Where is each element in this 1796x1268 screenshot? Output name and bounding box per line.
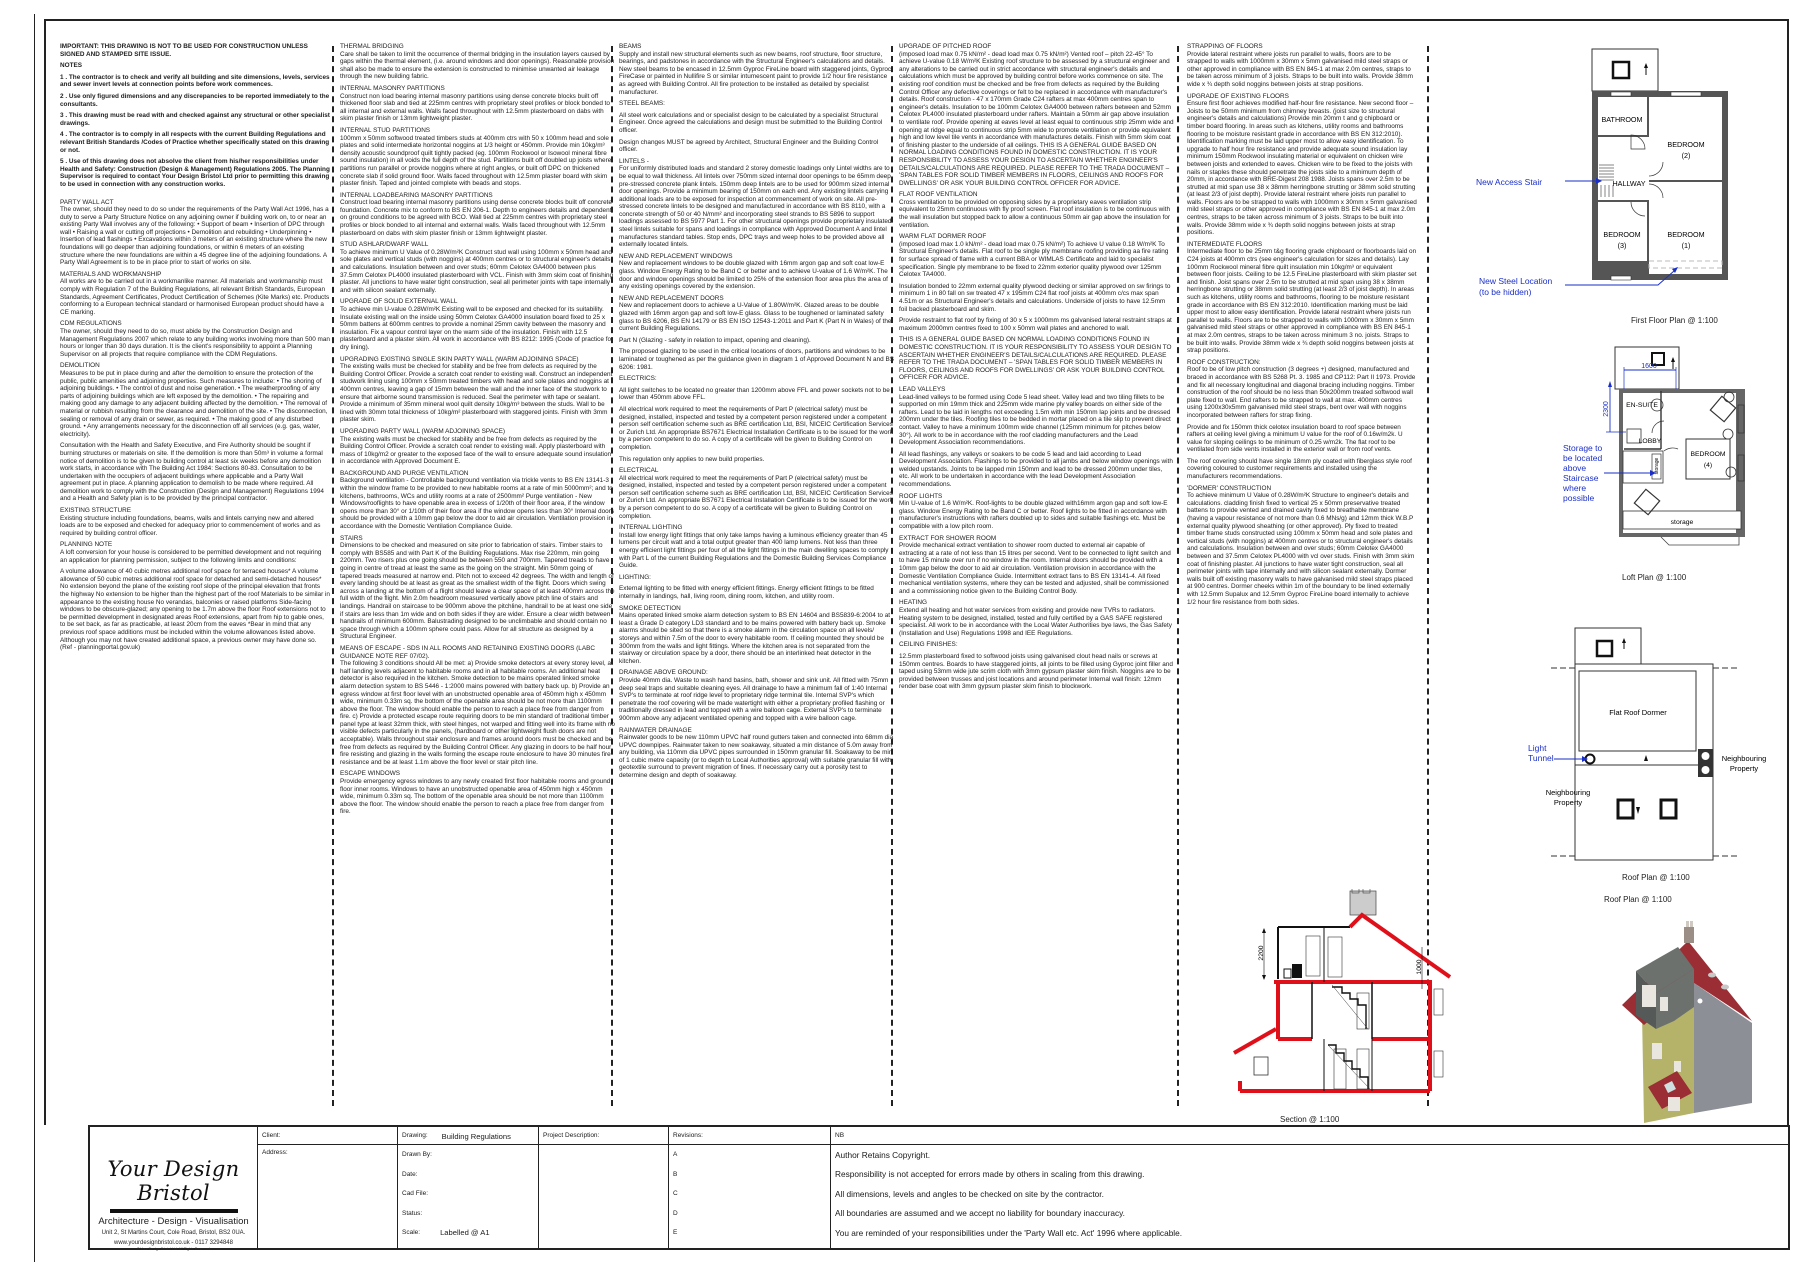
spec-section-heading: SMOKE DETECTION [619,604,681,612]
spec-section-body: New and replacement doors to achieve a U-Value of 1.80W/m²K. Glazed areas to be double glazed with 16mm argon gap and soft low-E glass. Glass to be toughened or laminated safety glass to BS 6206, BS EN 14179 or BS EN ISO 12543-1:2011 and Part K (Part N in Wales) of the current Building Regulations. [619,302,892,333]
spec-section [1187,43,1417,89]
spec-section-heading: RAINWATER DRAINAGE [619,726,692,734]
spec-section [340,192,615,238]
spec-section [619,43,894,96]
spec-section-body: All steel work calculations and or specialist design to be calculated by a specialist Structural Engineer. Once agreed the calculations and design must be submitted to the Building Control officer. [619,111,883,134]
svg-text:BATHROOM: BATHROOM [1601,115,1643,124]
revisions-label: Revisions: [673,1132,703,1139]
revision-row: A [673,1151,678,1159]
spec-section [899,386,1174,447]
spec-section-body: For uniformly distributed loads and standard 2 storey domestic loadings only Lintel widths are to be equal to wall thickness. All lintels over 750mm sized internal door openings to be 65mm deep pre-stressed concrete plank lintels. 150mm deep lintels are to be used for 900mm sized internal door openings. Provide a minimum bearing of 150mm on each end. Any existing lintels carrying additional loads are to be exposed for inspection at commencement of work on site. All pre-stressed concrete lintels to be designed and manufactured in accordance with BS 8110, with a concrete strength of 50 or 40 N/mm² and incorporating steel strands to BS 5896 to support loadings assessed to BS 5977 Part 1. For other structural openings provide proprietary insulated steel lintels suitable for spans and loadings in compliance with Approved Document A and lintel manufactures standard tables. Stop ends, DPC trays and weep holes to be provided above all externally located lintels. [619,165,892,249]
spec-section-body: A volume allowance of 40 cubic metres additional roof space for terraced houses* A volume allowance of 50 cubic metres additional roof space for detached and semi-detached houses* No extension beyond the plane of the existing roof slope of the principal elevation that fronts the highway No extension to be higher than the highest part of the roof Materials to be similar in appearance to the existing house No verandas, balconies or raised platforms Side-facing windows to be obscure-glazed; any opening to be 1.7m above the floor Roof extensions not to be permitted development in designated areas Roof extensions, apart from hip to gable ones, to be set back, as far as practicable, at least 20cm from the eaves *Bear in mind that any previous roof space additions must be included within the volume allowances listed above. Although you may not have created additional space, a previous owner may have done so. (Ref - planningportal.gov.uk) [60,568,330,652]
spec-section [899,599,1174,637]
nb-item: All boundaries are assumed and we accept no liability for boundary inaccuracy. [835,1208,1125,1219]
spec-section-body: Consultation with the Health and Safety Executive, and Fire Authority should be sought if burning structures or materials on site. If the demolition is more than 50m³ in volume a formal notice of demolition is to be given to building control at least six weeks before any demolition work starts, in accordance with The Building Act 1984: Sections 80-83. Consultation to be undertaken with the occupiers of adjacent buildings where applicable and a Party Wall agreement put in place. A planning application to demolish to be made where required. All demolition work to comply with the Construction (Design and Management) Regulations 1994 and a Health and Safety plan is to be provided by the principal contractor. [60,442,324,503]
callout-storage-line-2: be located [1563,453,1603,463]
revision-row: C [673,1190,678,1198]
spec-section-body: Rainwater goods to be new 110mm UPVC half round gutters taken and connected into 68mm dia UPVC downpipes. Rainwater taken to new soakaway, situated a min distance of 5.0m away from any building, via 110mm dia UPVC pipes surrounded in 150mm granular fill. Soakaway to be min of 1 cubic metre capacity (or to depth to Local Authorities approval) with suitable granular fill with geotextile surround to prevent migration of fines. If necessary carry out a porosity test to determine design and depth of soakaway. [619,734,894,780]
client-cell [258,1127,398,1248]
spec-section [1187,359,1417,420]
spec-section-body: Provide mechanical extract ventilation to shower room ducted to external air capable of extracting at a rate of not less than 15 litres per second. Vent to be connected to light switch and to have 15 minute over run if no window in the room. Internal doors should be provided with a 10mm gap below the door to aid air circulation. Ventilation provision in accordance with the Domestic Ventilation Compliance Guide. Intermittent extract fans to BS EN 13141-4. All fixed mechanical ventilation systems, where they can be tested and adjusted, shall be commissioned and a commissioning notice given to the Building Control Body. [899,542,1171,595]
spec-section-heading: MEANS OF ESCAPE - SDS IN ALL ROOMS AND RETAINING EXISTING DOORS (LABC GUIDANCE NOTE REF 07/02). [340,644,595,660]
company-address: Unit 2, St Martins Court, Cole Road, Bristol, BS2 0UA. [101,1230,246,1236]
spec-section [619,406,894,452]
spec-section [899,653,1174,691]
spec-section-body: Roof to be of low pitch construction (3 degrees +) designed, manufactured and braced in accordance with BS 5268 Pt. 3. 1985 and CP112: Part II 1973. Provide and fix all necessary longitudinal and diagonal bracing including noggins. Timber construction of the roof should be no less than 50x200mm treated softwood wall plate fixed to wall. End rafters to be strapped to wall at max. 400mm centres using 1200x30x5mm galvanised mild steel straps, bent over wall with noggins incorporated between rafters for strap fixing. [1187,366,1416,419]
spec-section [60,568,330,652]
spec-section-body: The owner, should they need to do so, must abide by the Construction Design and Management Regulations 2007 which relate to any building works involving more than 500 man hours or longer than 30 days duration. It is the client's responsibility to appoint a Planning Supervisor on all projects that require compliance with the CDM Regulations. [60,328,330,358]
spec-section [340,127,615,188]
spec-section [619,727,894,780]
spec-section-body: Supply and install new structural elements such as new beams, roof structure, floor structure, bearings, and padstones in accordance with the Structural Engineer's calculations and details. New steel beams to be encased in 12.5mm Gyproc FireLine board with staggered joints, Gyproc FireCase or painted in Nullifire S or similar intumescent paint to provide 1/2 hour fire resistance as agreed with Building Control. All fire protection to be installed as detailed by specialist manufacturer. [619,50,892,96]
spec-section-body: Construct load bearing internal masonry partitions using dense concrete blocks built off concrete foundation. Concrete mix to conform to BS EN 206-1. Depth to engineers details and dependent on ground conditions to be agreed with BCO. Wall tied at 225mm centres with proprietary steel profiles or block bonded to all internal and external walls. Walls faced throughout with 12.5mm plasterboard on dabs with skim plaster finish or 13mm lightweight plaster. [340,199,612,237]
spec-section-heading: THERMAL BRIDGING [340,43,404,50]
svg-text:(4): (4) [1703,462,1713,469]
spec-section [340,241,615,294]
spec-section [619,375,894,383]
spec-section-heading: ELECTRICAL [619,467,659,475]
spec-section-body: Intermediate floor to be 25mm t&g flooring grade chipboard or floorboards laid on C24 joists at 400mm ctrs (see engineer's calculation for sizes and details). Lay 100mm Rockwool mineral fibre quilt insulation min 10kg/m³ or equivalent between floor joists. Ceiling to be 12.5 FireLine plasterboard with skim plaster set and finish. Joist spans over 2.5m to be strutted at mid span using 38 x 38mm herringbone strutting or 38mm solid strutting (at least 2/3 of joist depth). In areas such as kitchens, utility rooms and bathrooms, flooring to be moisture resistant grade in accordance with BS EN 312:2010. Identification marking must be laid upper most to allow easy identification. Provide lateral restraint where joists run parallel to walls. Floors are to be strapped to walls with 1000mm x 30mm x 5mm galvanised mild steel straps or other approved in compliance with BS EN 845-1 at max 2.0m centres, straps to be taken across minimum 3 no. joists. Straps to be built into walls. Provide 38mm wide x ¾ depth solid noggins between joists at strap positions. [1187,248,1417,355]
svg-text:BEDROOM: BEDROOM [1667,230,1705,239]
field-cad-file: Cad File: [402,1190,429,1198]
spec-section-heading: NEW AND REPLACEMENT DOORS [619,294,724,302]
column-divider [891,46,893,1106]
spec-section-body: The proposed glazing to be used in the critical locations of doors, partitions and windows to be laminated or toughened as per the guidance given in diagram 1 of Approved Document N and BS 6206: 1981. [619,348,894,371]
spec-section [619,295,894,333]
spec-section-body: Part N (Glazing - safety in relation to impact, opening and cleaning). [619,336,811,344]
revisions-cell [669,1127,831,1248]
spec-section-heading: INTERMEDIATE FLOORS [1187,240,1263,248]
left-margin-rule [34,14,35,1262]
spec-section-body: Provide 40mm dia. Waste to wash hand basins, bath, shower and sink unit. All fitted with 75mm deep seal traps and suitable cleaning eyes. All drainage to have a minimum fall of 1:40 Internal SVP's to terminate at roof ridge level to proprietary ridge terminal tile. Internal SVP's which penetrate the roof covering will be made watertight with either a proprietary profiled flashing or traditionally dressed in lead and topped with a wire balloon cage. External SVP's to terminate 900mm above any adjacent ventilated opening and topped with a wire balloon cage. [619,676,889,722]
spec-section [899,283,1174,313]
spec-section [340,770,615,816]
field-scale: Scale: Labelled @ A1 [402,1228,490,1238]
spec-section [60,320,330,358]
spec-section-heading: PLANNING NOTE [60,541,113,549]
spec-section-heading: HEATING [899,599,927,607]
spec-section-body: Provide restraint to flat roof by fixing of 30 x 5 x 1000mm ms galvanised lateral restraint straps at maximum 2000mm centres fixed to 100 x 50mm wall plates and anchored to wall. [899,317,1172,332]
project-description-label: Project Description: [543,1132,600,1139]
address-label: Address: [262,1149,288,1156]
company-logo [90,1127,258,1251]
revision-row: B [673,1170,678,1178]
callout-tunnel: Tunnel [1528,753,1554,763]
spec-section-heading: BEAMS [619,43,642,50]
spec-section-body: Measures to be put in place during and after the demolition to ensure the protection of the public, public amenities and adjoining properties. Such measures to include: • The shoring of adjoining buildings. • The control of dust and noise generation. • The weatherproofing of any parts of adjoining buildings which are left exposed by the demolition. • The repairing and making good any damage to any adjacent building affected by the demolition. • The removal of material or rubbish resulting from the clearance and demolition of the site. • The disconnection, sealing or removal of any drain or sewer, as required. • The making good of any disturbed ground. • Any arrangements necessary for the disconnection off all services (e.g. gas, water, electricity). [60,369,328,438]
spec-section [899,451,1174,489]
spec-section [619,387,894,402]
revision-row: D [673,1209,678,1217]
svg-text:storage: storage [1654,457,1660,475]
callout-storage-line-3: above [1563,463,1587,473]
spec-section-heading: DEMOLITION [60,362,100,370]
revision-row: E [673,1229,678,1237]
spec-section [60,507,330,537]
spec-section-heading: ROOF LIGHTS [899,492,943,500]
spec-section [619,139,894,154]
spec-section-body: Provide emergency egress windows to any newly created first floor habitable rooms and ground floor inner rooms. Windows to have an unobstructed openable area of 450mm high x 450mm wide, minimum 0.33m sq. The bottom of the openable area should be not more than 1100mm above the floor. The window should enable the person to reach a place free from danger from fire. [340,778,611,816]
column-divider [611,46,613,1106]
company-contact: www.yourdesignbristol.co.uk - 0117 3294848 [114,1240,233,1246]
section-caption: Section @ 1:100 [1280,1115,1340,1124]
svg-text:Property: Property [1729,764,1759,773]
svg-text:2300: 2300 [1603,401,1610,417]
svg-text:EN-SUITE: EN-SUITE [1626,402,1658,409]
svg-text:Neighbouring: Neighbouring [1545,788,1591,797]
column-divider [332,46,334,1106]
spec-section-body: Lead-lined valleys to be formed using Code 5 lead sheet. Valley lead and two tiling fillets to be supported on min 19mm thick and 225mm wide marine ply valley boards on either side of the rafters. Lead to be laid in lengths not exceeding 1.5m with min 150mm lap joints and be dressed 200mm under the tiles. Roofing tiles to be bedded in mortar placed on a tile slip to prevent direct contact. Valley to have a minimum 100mm wide channel (125mm minimum for pitches below 30°). All work to be in accordance with the roof cladding manufacturers and the Lead Development Association recommendations. [899,393,1171,447]
spec-section-heading: UPGRADE OF PITCHED ROOF [899,43,992,50]
spec-section-body: 12.5mm plasterboard fixed to softwood joists using galvanised clout head nails or screws at 150mm centres. Boards to have staggered joints, all joints to be filled using Gyproc joint filler and taped using 53mm wide jute scrim cloth with 3mm gypsum plaster skim finish. Noggins are to be provided between trusses and joist locations and around perimeter Internal wall finish: 12mm render base coat with 3mm gypsum plaster skim finish to blockwork. [899,652,1173,691]
spec-section-body: Existing structure including foundations, beams, walls and lintels carrying new and altered loads are to be exposed and checked for adequacy prior to commencement of works and as required by building control officer. [60,514,321,537]
spec-section-heading: ESCAPE WINDOWS [340,770,401,778]
title-block [88,1125,1790,1250]
spec-section [1187,93,1417,237]
spec-section [340,356,615,424]
spec-section [899,191,1174,229]
spec-section [60,442,330,503]
spec-section-heading: MATERIALS AND WORKMANSHIP [60,270,162,278]
important-notice: IMPORTANT: THIS DRAWING IS NOT TO BE USED FOR CONSTRUCTION UNLESS SIGNED AND STAMPED SITE ISSUE. [60,43,308,58]
spec-section-body: Construct non load bearing internal masonry partitions using dense concrete blocks built off thickened floor slab and tied at 225mm centres with proprietary steel profiles or block bonded to all internal and external walls. Walls faced throughout with 12.5mm plasterboard on dabs with skim plaster finish or 13mm lightweight plaster. [340,92,610,123]
spec-section-heading: STEEL BEAMS: [619,100,665,108]
field-date: Date: [402,1170,418,1178]
spec-section-heading: WARM FLAT DORMER ROOF [899,233,987,241]
spec-section [340,43,615,81]
company-tagline: Architecture - Design - Visualisation [98,1216,249,1227]
spec-section-body: A loft conversion for your house is considered to be permitted development and not requiring an application for planning permission, subject to the following limits and conditions: [60,549,322,564]
spec-section-body: Dimensions to be checked and measured on site prior to fabrication of stairs. Timber stairs to comply with BS585 and with Part K of the Building Regulations. Max rise 220mm, min going 220mm. Two risers plus one going should be between 550 and 700mm. Tapered treads to have going in centre of tread at least the same as the going on the straight. Min 50mm going of tapered treads measured at narrow end. Pitch not to exceed 42 degrees. The width and length of every landing should be at least as great as the smallest width of the flight. Doors which swing across a landing at the bottom of a flight should leave a clear space of at least 400mm across the full width of the flight. Min 2.0m headroom measured vertically above pitch line of stairs and landings. Handrail on staircase to be 900mm above the pitchline, handrail to be at least one side if stairs are less than 1m wide and on both sides if they are wider. Ensure a clear width between handrails of minimum 600mm. Balustrading designed to be unclimbable and should contain no space through which a 100mm sphere could pass. Allow for all structure as designed by a Structural Engineer. [340,542,615,641]
spec-section-heading: UPGRADE OF SOLID EXTERNAL WALL [340,298,458,306]
spec-section-heading: CEILING FINISHES: [899,641,958,649]
spec-section [619,669,894,722]
spec-section-body: (imposed load max 0.75 kN/m² - dead load max 0.75 kN/m²) Vented roof – pitch 22-45° To achieve U-value 0.18 W/m²K Existing roof structure to be assessed by a structural engineer and any alterations to be carried out in strict accordance with structural engineer's details and calculations which must be approved by building control before works commence on site. The existing roof condition must be checked and be free from defects as required by the Building Control Officer any defective coverings or felt to be replaced in accordance with manufacturer's details. Roof construction - 47 x 170mm Grade C24 rafters at max 400mm centres span to engineer's details. Insulation to be 100mm Celotex GA4000 between rafters between and 52mm Celotex PL4000 insulated plasterboard under rafters. Maintain a 50mm air gap above insulation to ventilate roof. Provide opening at eaves level at least equal to continuous strip 25mm wide and opening at ridge equal to continuous strip 5mm wide to promote ventilation or provide equivalent high and low level tile vents in accordance with manufactures details. Finish with 5mm skim coat of finishing plaster to the underside of all ceilings. THIS IS A GENERAL GUIDE BASED ON NORMAL LOADING CONDITIONS FOUND IN DOMESTIC CONSTRUCTION. IT IS YOUR RESPONSIBILITY TO ASSESS YOUR DESIGN TO ASCERTAIN WHETHER ENGINEER'S DETAILS/CALCULATIONS ARE REQUIRED. PLEASE REFER TO THE TRADA DOCUMENT – 'SPAN TABLES FOR SOLID TIMBER MEMBERS IN FLOORS, CEILINGS AND ROOFS FOR DWELLINGS' OR ASK YOUR BUILDING CONTROL OFFICER FOR ADVICE. [899,50,1174,187]
spec-section [899,336,1174,382]
spec-section [619,337,894,345]
svg-text:(1): (1) [1681,241,1691,250]
spec-section-heading: UPGRADING EXISTING SINGLE SKIN PARTY WALL (WARM ADJOINING SPACE) [340,355,579,363]
roof-plan-caption: Roof Plan @ 1:100 [1622,873,1690,882]
spec-section-heading: LEAD VALLEYS [899,385,946,393]
loft-plan [1486,325,1776,625]
svg-text:BEDROOM: BEDROOM [1603,230,1641,239]
spec-section-body: All electrical work required to meet the requirements of Part P (electrical safety) must be designed, installed, inspected and tested by a competent person registered under a competent person self certification scheme such as BRE certification Ltd, BSI, NICEIC Certification Services or Zurich Ltd. An appropriate BS7671 Electrical Installation Certificate is to be issued for the work by a person competent to do so. A copy of a certificate will be given to Building Control on completion. [619,474,893,520]
field-drawn-by: Drawn By: [402,1151,432,1159]
roof-plan-render-caption: Roof Plan @ 1:100 [1604,895,1672,904]
spec-section [60,541,330,564]
spec-section [340,645,615,767]
nb-item: You are reminded of your responsibilities under the 'Party Wall etc. Act' 1996 where applicable. [835,1227,1183,1238]
logo-underline [110,1209,238,1213]
spec-section-body: The existing walls must be checked for stability and be free from defects as required by the Building Control Officer. Provide a scratch coat render to existing wall. Construct an independent studwork lining using 100mm x 50mm treated timbers with head and sole plates and noggins at 400mm centres, leaving a gap of 15mm between the wall and the inner face of the studwork to ensure that airborne sound transmission is reduced. Seal the perimeter with tape or sealant. Provide a minimum of 35mm mineral wool quilt density 10kg/m³ between the studs. Wall to be lined with 30mm total thickness of 10kg/m² plasterboard with staggered joints. Finish with 3mm plaster skim. [340,363,613,424]
spec-section-heading: NEW AND REPLACEMENT WINDOWS [619,252,733,260]
callout-storage-line-6: possible [1563,493,1595,503]
first-floor-plan [1476,31,1776,325]
svg-text:(3): (3) [1617,241,1627,250]
spec-section-heading: STUD ASHLAR/DWARF WALL [340,241,429,249]
company-copyright: © Your Design Bristol Ltd. All Rights Reserved [136,1247,211,1251]
spec-section-body: All light switches to be located no greater than 1200mm above FFL and power sockets not to be lower than 450mm above FFL. [619,386,890,402]
spec-section [899,493,1174,531]
spec-section [619,585,894,600]
drawing-info-cell [398,1127,539,1248]
spec-section [340,298,615,351]
first-floor-plan-caption: First Floor Plan @ 1:100 [1631,316,1718,325]
spec-section [340,85,615,123]
nb-item: All dimensions, levels and angles to be checked on site by the contractor. [835,1188,1104,1199]
spec-section-heading: FLAT ROOF VENTILATION [899,191,978,199]
spec-section-body: Background ventilation - Controllable background ventilation via trickle vents to BS EN 13141-3 within the window frame to be provided to new habitable rooms at a rate of min 5000mm²; and to kitchens, bathrooms, WCs and utility rooms at a rate of 2500mm² Purge ventilation - New Windows/rooflights to have openable area in excess of 1/20th of their floor area, if the window opens more than 30° or 1/10th of their floor area if the window opens less than 30° Internal doors should be provided with a 10mm gap below the door to aid air circulation. Ventilation provision in accordance with the Domestic Ventilation Compliance Guide. [340,477,615,531]
spec-section-heading: INTERNAL LOADBEARING MASONRY PARTITIONS [340,191,493,199]
drawing-label: Drawing: [402,1132,428,1139]
spec-section-heading: PARTY WALL ACT [60,198,114,206]
spec-section-body: The owner, should they need to do so under the requirements of the Party Wall Act 1996, has a duty to serve a Party Structure Notice on any adjoining owner if building work on, to or near an existing Party Wall involves any of the following: • Support of beam • Insertion of DPC through wall • Raising a wall or cutting off projections • Demolition and rebuilding • Underpinning • Insertion of lead flashings • Excavations within 3 meters of an existing structure where the new foundations will go deeper than adjoining foundations, or within 6 meters of an existing structure where the new foundations are within a 45 degree line of the adjoining foundations. A Party Wall Agreement is to be in place prior to start of works on site. [60,206,329,267]
spec-section-heading: EXISTING STRUCTURE [60,507,132,515]
spec-section [60,362,330,438]
column-divider [1177,46,1179,1106]
note-item: 5 . Use of this drawing does not absolve the client from his/her responsibilities under Health and Safety: Construction (Design & Management) Regulations 2005. The Planning Supervisor is required to contact Your Design Bristol Ltd prior to permitting this drawing to be used in connection with any construction works. [60,158,330,188]
spec-section-heading: EXTRACT FOR SHOWER ROOM [899,534,997,542]
spec-section-body: 100mm x 50mm softwood treated timbers studs at 400mm ctrs with 50 x 100mm head and sole plates and solid intermediate horizontal noggins at 1/3 height or 450mm. Provide min 10kg/m³ density acoustic soundproof quilt tightly packed (eg. 100mm Rockwool or Isowool mineral fibre sound insulation) in all voids the full depth of the stud. Partitions built off doubled up joists where partitions run parallel or provide noggins where at right angles, or built off DPC on thickened concrete slab if solid ground floor. Walls faced throughout with 12.5mm plaster board with skim plaster finish. Taped and jointed complete with beads and stops. [340,134,612,188]
nb-item: Author Retains Copyright. [835,1149,931,1160]
svg-text:2200: 2200 [1258,945,1265,961]
nb-label: NB [835,1132,845,1139]
spec-section-body: All electrical work required to meet the requirements of Part P (electrical safety) must be designed, installed, inspected and tested by a competent person registered under a competent person self certification scheme such as BRE certification Ltd, BSI, NICEIC Certification Services or Zurich Ltd. An appropriate BS7671 Electrical Installation Certificate is to be issued for the work by a person competent to do so. A copy of a certificate will be given to Building Control on completion. [619,405,893,451]
spec-section-body: To achieve minimum U Value of 0.28W/m²K Construct stud wall using 100mm x 50mm head and sole plates and vertical studs (with noggins) at 400mm centres or to structural engineer's details and calculations. Insulation between and over studs; 60mm Celotex GA4000 between plus 37.5mm Celotex PL4000 insulated plasterboard with VCL. Finish with 3mm skim coat of finishing plaster. All junctions to have water tight construction, seal all perimeter joints with tape internally and with silicon sealant externally. [340,248,614,294]
spec-section [899,43,1174,187]
spec-section-body: New and replacement windows to be double glazed with 16mm argon gap and soft coat low-E glass. Window Energy Rating to be Band C or better and to achieve U-value of 1.6 W/m²K. The door and window openings should be limited to 25% of the extension floor area plus the area of any existing openings covered by the extension. [619,260,888,291]
spec-section [1187,458,1417,481]
spec-section [619,100,894,108]
spec-section-body: (imposed load max 1.0 kN/m² - dead load max 0.75 kN/m²) To achieve U value 0.18 W/m²K To Structural Engineer's details. Flat roof to be single ply membrane roofing providing aa fire rating for surface spread of flame with a current BBA or WIMLAS Certificate and laid to specialist specification. Single ply membrane to be fixed to 22mm exterior quality plywood over 125mm Celotex TA4000. [899,240,1169,279]
spec-section-body: The existing walls must be checked for stability and be free from defects as required by the Building Control Officer. Provide a scratch coat render to existing wall. Apply plasterboard with mass of 10kg/m2 or greater to the exposed face of the wall to ensure adequate sound insulation in accordance with Approved Document E. [340,435,612,466]
svg-text:Neighbouring: Neighbouring [1721,754,1767,763]
spec-section [340,470,615,531]
spec-section-body: External lighting to be fitted with energy efficient fittings. Energy efficient fittings to be fitted internally in landings, hall, living room, dining room, kitchen, and utility room. [619,585,874,600]
callout-to-be-hidden: (to be hidden) [1479,287,1532,297]
notes-column-3 [619,43,894,1118]
spec-section-body: To achieve minimum U Value of 0.28W/m²K Structure to engineer's details and calculations. cladding finish fixed to vertical 25 x 50mm preservative treated battens to provide vented and drained cavity fixed to breathable membrane (having a vapour resistance of not more than 0.6 MNs/g) and 12mm thick W.B.P external quality plywood sheathing (or other approved). Ply fixed to treated timber frame studs constructed using 100mm x 50mm head and sole plates and vertical studs (with noggins) at 400mm centres or to structural engineer's details and calculations. Insulation between and over studs; 60mm Celotex GA4000 between and 37.5mm Celotex PL4000 with vcl over studs. Finish with 3mm skim coat of finishing plaster. All junctions to have water tight construction, seal all perimeter joints with tape internally and with silicon sealant externally. Dormer walls built off existing masonry walls to have galvanised mild steel straps placed at 900 centres. Dormer cheeks within 1m of the boundary to be lined externally with 12.5mm Supalux and 12.5mm Gyproc FireLine board internally to achieve 1/2 hour fire resistance from both sides. [1187,492,1415,606]
note-item: 2 . Use only figured dimensions and any discrepancies to be reported immediately to the consultants. [60,92,330,108]
callout-new-access-stair: New Access Stair [1476,177,1543,187]
spec-section-body: Design changes MUST be agreed by Architect, Structural Engineer and the Building Control officer. [619,138,879,154]
spec-section-body: Cross ventilation to be provided on opposing sides by a proprietary eaves ventilation strip equivalent to 25mm continuous with fly proof screen. Flat roof insulation is to be continuous with the wall insulation but stopped back to allow a continuous 50mm air gap above the insulation for ventilation. [899,198,1171,229]
spec-section-heading: ELECTRICS: [619,375,657,383]
svg-text:BEDROOM: BEDROOM [1667,140,1705,149]
callout-storage-line-4: Staircase [1563,473,1599,483]
section-drawing [1232,889,1472,1139]
svg-text:1600: 1600 [1641,363,1657,370]
spec-section-heading: LIGHTING: [619,573,651,581]
notes-column-5 [1187,43,1417,943]
svg-text:BEDROOM: BEDROOM [1690,451,1726,458]
notes-column-2 [340,43,615,1118]
spec-section-body: All works are to be carried out in a workmanlike manner. All materials and workmanship must comply with Regulation 7 of the Building Regulations, all relevant British Standards, European Standards, Agreement Certificates, Product Certification of Schemes (Kite Marks) etc. Products conforming to a European technical standard or harmonised European product should have a CE marking. [60,278,330,316]
spec-section [619,348,894,371]
spec-section-body: THIS IS A GENERAL GUIDE BASED ON NORMAL LOADING CONDITIONS FOUND IN DOMESTIC CONSTRUCTION. IT IS YOUR RESPONSIBILITY TO ASSESS YOUR DESIGN TO ASCERTAIN WHETHER ENGINEER'S DETAILS/CALCULATIONS ARE REQUIRED. PLEASE REFER TO THE TRADA DOCUMENT – 'SPAN TABLES FOR SOLID TIMBER MEMBERS IN FLOORS, CEILINGS AND ROOFS FOR DWELLINGS' OR ASK YOUR BUILDING CONTROL OFFICER FOR ADVICE. [899,336,1172,382]
spec-section-body: Extend all heating and hot water services from existing and provide new TVRs to radiators. Heating system to be designed, installed, tested and fully certified by a GAS SAFE registered specialist. All work to be in accordance with the Local Water Authorities bye laws, the Gas Safety (Installation and Use) Regulations 1998 and IEE Regulations. [899,606,1172,637]
spec-section-body: Insulation bonded to 22mm external quality plywood decking or similar approved on sw firings to minimum 1 in 80 fall on sw treated 47 x 195mm C24 flat roof joists at 400mm c/cs max span 4.51m or as Structural Engineer's details and calculations. Underside of joists to have 12.5mm foil backed plasterboard and skim. [899,282,1171,313]
notes-column-4 [899,43,1174,1118]
note-item: 3 . This drawing must be read with and checked against any structural or other specialist drawings. [60,112,330,127]
spec-section [899,535,1174,596]
callout-light: Light [1528,743,1547,753]
spec-section-heading: 'DORMER' CONSTRUCTION [1187,484,1272,492]
spec-section-body: Install low energy light fittings that only take lamps having a luminous efficiency greater than 45 lumens per circuit watt and a total output greater than 400 lamp lumens. Not less than three energy efficient light fittings per four of all the light fittings in the main dwelling spaces to comply with Part L of the current Building Regulations and the Domestic Building Services Compliance Guide. [619,531,889,570]
note-item: 1 . The contractor is to check and verify all building and site dimensions, levels, services and sewer invert levels at connection points before work commences. [60,73,330,89]
isometric-house-render [1582,895,1762,1123]
spec-section-heading: INTERNAL STUD PARTITIONS [340,126,431,134]
spec-section [619,253,894,291]
notes-column-1 [60,43,330,1118]
spec-section-heading: CDM REGULATIONS [60,320,122,328]
svg-text:storage: storage [1670,519,1694,526]
spec-section [340,428,615,466]
company-name: Your Design Bristol [107,1157,240,1205]
callout-storage-line-5: where [1563,483,1587,493]
spec-section-heading: UPGRADING PARTY WALL (WARM ADJOINING SPACE) [340,427,505,435]
spec-section-heading: UPGRADE OF EXISTING FLOORS [1187,92,1289,100]
spec-section [899,641,1174,649]
roof-plan [1486,611,1786,891]
nb-cell [831,1127,1788,1248]
drawing-title: Building Regulations [441,1132,511,1141]
svg-text:1000: 1000 [1416,959,1423,975]
spec-section-body: To achieve min U-value 0.28W/m²K Existing wall to be exposed and checked for its suitability. Insulate existing wall on the inside using 50mm Celotex GA4000 insulation board fixed to 25 x 50mm battens at 600mm centres to provide a nominal 25mm cavity between the masonry and insulation. Fix a vapour control layer on the warm side of the insulation. Finish with 12.5 plasterboard and a plaster skim. All work in accordance with BS 8212: 1995 (Code of practice for dry lining). [340,306,614,351]
spec-section [619,467,894,520]
spec-section-body: Min U-value of 1.6 W/m²K. Roof-lights to be double glazed with16mm argon gap and soft low-E glass. Window Energy Rating to be Band C or better. Roof lights to be fitted in accordance with manufacturer's instructions with rafters doubled up to sides and suitable flashings etc. Must be compatible with a low pitch room. [899,500,1168,531]
spec-section [899,317,1174,332]
loft-plan-caption: Loft Plan @ 1:100 [1622,573,1687,582]
spec-section [1187,424,1417,454]
spec-section [619,605,894,666]
spec-section [619,574,894,582]
field-status: Status: [402,1209,423,1217]
spec-section [899,233,1174,279]
spec-section-body: The roof covering should have single 18mm ply coated with fiberglass style roof covering coloured to customer requirements and installed using the manufacturers recommendations. [1187,457,1412,481]
svg-text:Property: Property [1553,798,1583,807]
spec-section [1187,485,1417,607]
spec-section [60,199,330,267]
loft-plan-drawing [1486,325,1776,605]
project-description-cell [539,1127,669,1248]
drawing-sheet [44,19,1789,1125]
spec-section [619,456,894,464]
spec-section-heading: ROOF CONSTRUCTION: [1187,358,1261,366]
roof-plan-drawing [1486,611,1786,871]
spec-section [60,271,330,317]
spec-section-heading: DRAINAGE ABOVE GROUND: [619,669,708,677]
client-label: Client: [262,1132,281,1139]
spec-section-heading: INTERNAL LIGHTING [619,524,683,532]
spec-section-body: Ensure first floor achieves modified half-hour fire resistance. New second floor –Joists to be 50mm minimum from chimney breasts. (joist size to structural engineer's details and calculations) Provide min 20mm t and g chipboard or timber board flooring. In areas such as kitchens, utility rooms and bathrooms flooring to be moisture resistant grade in accordance with BS EN 312:2010). Identification marking must be laid upper most to allow easy identification. To upgrade to half hour fire resistance and provide adequate sound insulation lay minimum 150mm Rockwool insulating material or equivalent on chicken wire between joists and extended to eaves. Chicken wire to be fixed to the joists with nails or staples these should penetrate the joists side to a minimum depth of 20mm, in accordance with BRE-Digest 208 1988. Joists spans over 2.5m to be strutted at mid span use 38 x 38mm herringbone strutting or 38mm solid strutting (at least 2/3 of joist depth). Provide lateral restraint where joists run parallel to walls. Floors are to be strapped to walls with 1000mm x 30mm x 5mm galvanised mild steel straps or other approved in compliance with BS EN 845-1 at max 2.0m centres, straps to be taken across minimum of 3 joists. Straps to be built into walls. Provide 38mm wide x ¾ depth solid noggins between joists at strap positions. [1187,100,1417,237]
callout-storage-line-1: Storage to [1563,443,1603,453]
spec-section [619,524,894,570]
spec-section-body: Provide lateral restraint where joists run parallel to walls, floors are to be strapped to walls with 1000mm x 30mm x 5mm galvanised mild steel straps or other approved in compliance with BS EN 845-1 at max 2.0m centres, straps to be taken across minimum of 3 joists. Straps to be built into walls. Provide 38mm wide x ¾ depth solid noggins between joists at strap positions. [1187,50,1413,88]
spec-section-body: Care shall be taken to limit the occurrence of thermal bridging in the insulation layers caused by gaps within the thermal element, (i.e. around windows and door openings). Reasonable provision shall also be made to ensure the extension is constructed to minimise unwanted air leakage through the new building fabric. [340,50,615,81]
spec-section [619,158,894,249]
spec-section [1187,241,1417,355]
callout-new-steel-location: New Steel Location [1479,276,1553,286]
note-item: 4 . The contractor is to comply in all respects with the current Building Regulations and relevant British Standards /Codes of Practice whether specifically stated on this drawing or not. [60,131,330,154]
spec-section-body: Provide and fix 150mm thick celotex insulation board to roof space between rafters at ceiling level giving a minimum U value for the roof of 0.16w/m2k. U value for sloping ceilings to be minimum of 0.25 w/m2k. The flat roof to be ventilated from side vents installed in the exterior wall or from roof vents. [1187,423,1403,454]
spec-section-body: All lead flashings, any valleys or soakers to be code 5 lead and laid according to Lead Development Association. Flashings to be provided to all jambs and below window openings with welded upstands. Joints to be lapped min 150mm and lead to be dressed 200mm under tiles, etc. All work to be undertaken in accordance with the lead Development Association recommendations. [899,450,1173,489]
spec-section-body: This regulation only applies to new build properties. [619,455,765,463]
spec-section [340,535,615,641]
svg-text:(2): (2) [1681,151,1691,160]
spec-section-heading: LINTELS - [619,157,649,165]
spec-section-body: The following 3 conditions should All be met: a) Provide smoke detectors at every storey level, at half landing levels adjacent to habitable rooms and in all habitable rooms. An additional heat detector is also required in the kitchen. Smoke detection to be mains operated linked smoke alarm detection system to BS 5446 - 1:2000 mains powered with battery back up. b) Provide an egress window at first floor level with an unobstructed openable area of 450mm high x 450mm wide, minimum 0.33m sq. the bottom of the openable area should be not more than 1100mm above the floor. The window should enable the person to reach a place free from danger from fire. c) Provide a protected escape route requiring doors to be min standard of traditional timber panel type at least 32mm thick, with steel hinges, not warped and fitting well into its frame with no visible defects particularly in the panels, (hardboard or other lightweight flush doors are not acceptable). Walls throughout stair enclosure and frames around doors must be checked and be free from defects as required by the Building Control Officer. Any glazing in doors to be half hour fire resisting and glazing in the walls forming the escape route enclosure to have 30 minutes fire resistance and be at least 1.1m above the floor level or stair pitch line. [340,660,615,766]
spec-section-heading: INTERNAL MASONRY PARTITIONS [340,84,445,92]
nb-item: Responsibility is not accepted for errors made by others in scaling from this drawing. [835,1169,1145,1180]
spec-section-heading: STAIRS [340,534,363,542]
section-svg [1232,889,1472,1109]
spec-section-heading: BACKGROUND AND PURGE VENTILATION [340,469,469,477]
notes-heading: NOTES [60,62,83,70]
svg-text:LOBBY: LOBBY [1638,438,1662,445]
spec-section [619,112,894,135]
svg-text:Flat Roof Dormer: Flat Roof Dormer [1609,708,1667,717]
spec-section-heading: STRAPPING OF FLOORS [1187,43,1263,50]
svg-text:HALLWAY: HALLWAY [1612,179,1646,188]
col1-sections [60,199,330,652]
isometric-house-svg [1582,913,1762,1123]
spec-section-body: Mains operated linked smoke alarm detection system to BS EN 14604 and BS5839-6:2004 to at least a Grade D category LD3 standard and to be mains powered with battery back up. Smoke alarms should be sited so that there is a smoke alarm in the circulation space on all levels/ storeys and within 7.5m of the door to every habitable room. If ceiling mounted they should be 300mm from the walls and light fittings. Where the kitchen area is not separated from the stairway or circulation space by a door, there should be an interlinked heat detector in the kitchen. [619,612,891,665]
